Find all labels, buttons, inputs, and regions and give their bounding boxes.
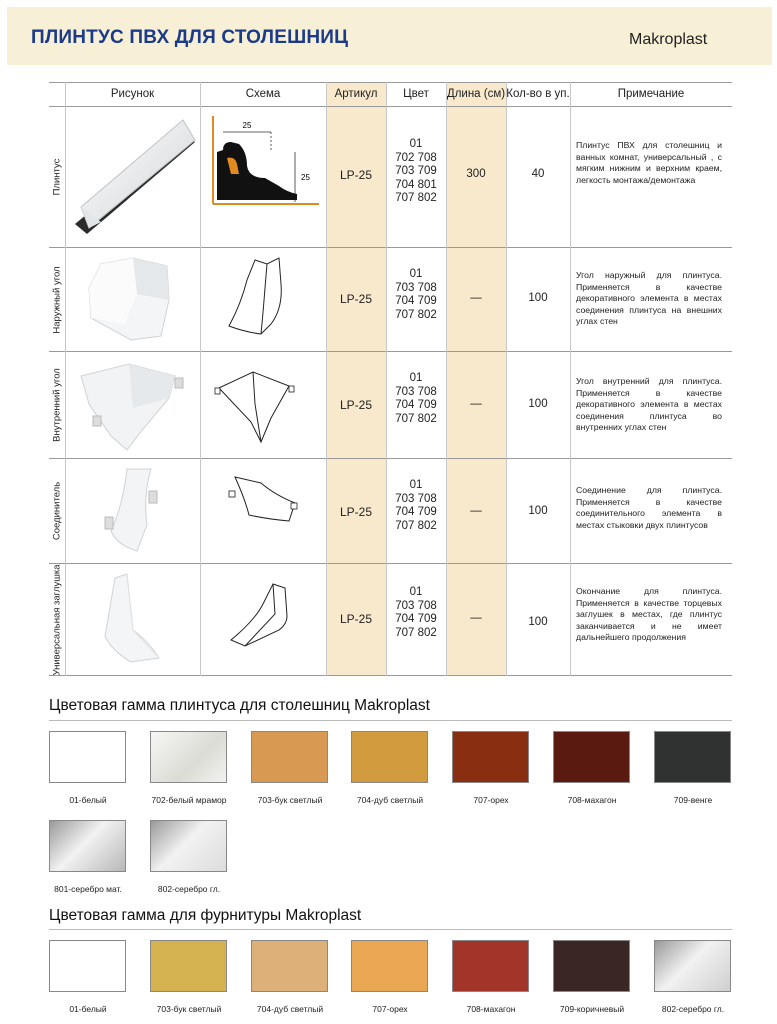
grid-line: [506, 82, 507, 676]
end-cap-scheme: [205, 570, 323, 669]
color-swatch-label: 01-белый: [69, 1004, 107, 1014]
color-swatch: [452, 731, 529, 783]
row-article: LP-25: [339, 612, 373, 626]
color-swatch-label: 709-коричневый: [559, 1004, 625, 1014]
color-swatch: [553, 940, 630, 992]
row-qty: 100: [528, 398, 548, 410]
color-swatch: [654, 731, 731, 783]
table-header: [49, 82, 732, 107]
header-scheme: Схема: [245, 88, 281, 100]
outer-corner-picture: [71, 254, 196, 345]
page-header: [7, 7, 772, 65]
header-color: Цвет: [403, 88, 429, 100]
row-colors: 01 703 708 704 709 707 802: [395, 586, 437, 639]
row-note: Угол внутренний для плинтуса. Применяется в качестве декоративного элемента в местах соединения плинтуса во внутренних углах стен: [576, 376, 722, 432]
palette2-rule: [49, 929, 732, 930]
color-swatch-label: 802-серебро гл.: [157, 884, 221, 894]
header-note: Примечание: [617, 88, 685, 100]
connector-picture: [71, 465, 196, 557]
grid-line: [65, 82, 66, 676]
row-qty: 100: [528, 505, 548, 517]
color-swatch-label: 708-махагон: [567, 795, 617, 805]
row-article: LP-25: [339, 398, 373, 412]
row-qty: 100: [528, 292, 548, 304]
inner-corner-picture: [71, 358, 196, 452]
row-length: —: [470, 398, 482, 410]
row-length: —: [470, 612, 482, 624]
row-length: —: [470, 505, 482, 517]
outer-corner-scheme: [205, 254, 323, 345]
color-swatch: [49, 940, 126, 992]
color-swatch: [150, 940, 227, 992]
grid-line: [386, 82, 387, 676]
row-qty: 100: [528, 616, 548, 628]
color-swatch: [49, 820, 126, 872]
row-label: Внутренний угол: [51, 368, 63, 442]
svg-text:25: 25: [301, 173, 310, 182]
row-colors: 01 703 708 704 709 707 802: [395, 268, 437, 321]
table-row: [49, 352, 732, 459]
header-length: Длина (см): [446, 88, 506, 100]
row-label: Универсальная заглушка: [51, 564, 63, 675]
row-note: Плинтус ПВХ для столешниц и ванных комнат, универсальный , с мягким нижним и верхним краем, легкость монтажа/демонтажа: [576, 140, 722, 185]
row-qty: 40: [531, 168, 545, 180]
color-swatch: [251, 940, 328, 992]
header-article: Артикул: [334, 88, 378, 100]
row-label: Наружный угол: [51, 265, 63, 334]
inner-corner-scheme: [205, 358, 323, 452]
table-row: [49, 248, 732, 352]
table-row: [49, 106, 732, 248]
grid-line: [200, 82, 201, 676]
color-swatch-label: 709-венге: [673, 795, 713, 805]
header-qty: Кол-во в уп.: [506, 88, 570, 100]
color-swatch: [251, 731, 328, 783]
page-title: ПЛИНТУС ПВХ ДЛЯ СТОЛЕШНИЦ: [31, 27, 349, 48]
product-table: [49, 82, 732, 676]
color-swatch: [49, 731, 126, 783]
svg-text:25: 25: [242, 121, 252, 130]
row-note: Соединение для плинтуса. Применяется в качестве соединительного элемента в местах стыковки двух плинтусов: [576, 485, 722, 530]
color-swatch: [351, 940, 428, 992]
grid-line: [570, 82, 571, 676]
palette1-title: Цветовая гамма плинтуса для столешниц Makroplast: [49, 697, 430, 714]
end-cap-picture: [71, 570, 196, 669]
color-swatch: [351, 731, 428, 783]
plinth-scheme: [205, 112, 323, 241]
table-row: [49, 459, 732, 564]
header-picture: Рисунок: [110, 88, 155, 100]
grid-line: [446, 82, 447, 676]
row-length: 300: [466, 168, 486, 180]
row-article: LP-25: [339, 168, 373, 182]
color-swatch-label: 703-бук светлый: [257, 795, 323, 805]
color-swatch-label: 01-белый: [69, 795, 107, 805]
row-label: Плинтус: [51, 158, 63, 195]
color-swatch: [654, 940, 731, 992]
row-article: LP-25: [339, 292, 373, 306]
color-swatch: [452, 940, 529, 992]
row-article: LP-25: [339, 505, 373, 519]
palette1-rule: [49, 720, 732, 721]
row-colors: 01 702 708 703 709 704 801 707 802: [395, 138, 437, 204]
table-row: [49, 564, 732, 676]
connector-scheme: [205, 465, 323, 557]
grid-line: [326, 82, 327, 676]
row-colors: 01 703 708 704 709 707 802: [395, 479, 437, 532]
color-swatch-label: 708-махагон: [466, 1004, 516, 1014]
color-swatch-label: 702-белый мрамор: [151, 795, 227, 805]
color-swatch-label: 707-орех: [473, 795, 509, 805]
row-label: Соединитель: [51, 481, 63, 541]
color-swatch-label: 704-дуб светлый: [256, 1004, 324, 1014]
brand-name: Makroplast: [629, 31, 708, 48]
color-swatch-label: 703-бук светлый: [156, 1004, 222, 1014]
plinth-picture: [71, 112, 196, 241]
color-swatch: [150, 820, 227, 872]
color-swatch-label: 704-дуб светлый: [356, 795, 424, 805]
color-swatch-label: 707-орех: [372, 1004, 408, 1014]
row-note: Окончание для плинтуса. Применяется в качестве торцевых заглушек в местах, где плинтус заканчивается и не имеет дальнейшего продолжения: [576, 586, 722, 642]
color-swatch-label: 802-серебро гл.: [661, 1004, 725, 1014]
color-swatch-label: 801-серебро мат.: [54, 884, 122, 894]
palette2-title: Цветовая гамма для фурнитуры Makroplast: [49, 907, 362, 924]
color-swatch: [553, 731, 630, 783]
row-colors: 01 703 708 704 709 707 802: [395, 372, 437, 425]
row-note: Угол наружный для плинтуса. Применяется в качестве декоративного элемента в местах соединения плинтуса на внешних углах стен: [576, 270, 722, 326]
color-swatch: [150, 731, 227, 783]
row-length: —: [470, 292, 482, 304]
